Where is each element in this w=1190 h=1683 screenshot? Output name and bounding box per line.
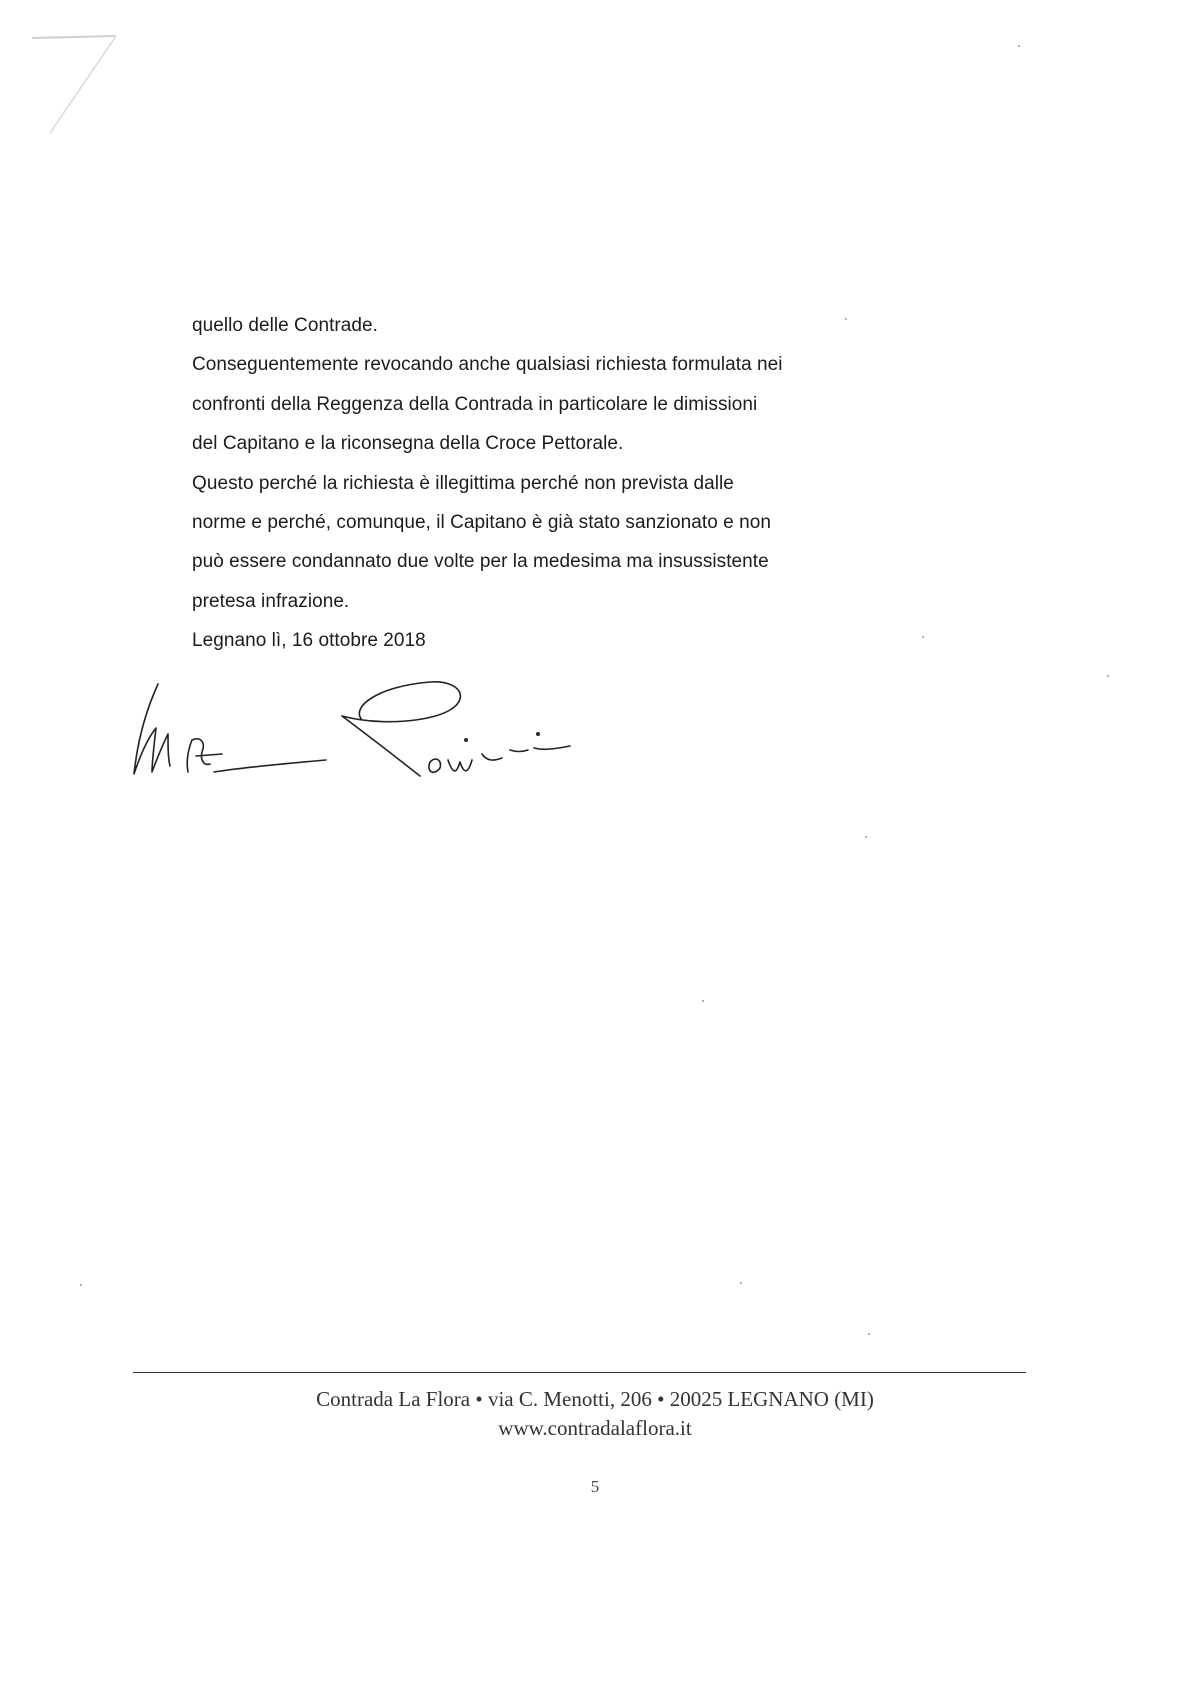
body-line: Questo perché la richiesta è illegittima perché non prevista dalle: [192, 472, 734, 494]
scan-speck: [1107, 675, 1109, 677]
body-line: quello delle Contrade.: [192, 315, 378, 336]
letter-body: [192, 306, 832, 661]
body-line: norme e perché, comunque, il Capitano è già stato sanzionato e non: [192, 512, 771, 534]
body-line: confronti della Reggenza della Contrada in particolare le dimissioni: [192, 393, 758, 415]
page-number: 5: [590, 1477, 600, 1496]
body-line: del Capitano e la riconsegna della Croce Pettorale.: [192, 433, 624, 455]
footer-address: Contrada La Flora • via C. Menotti, 206 • 20025 LEGNANO (MI): [316, 1387, 874, 1411]
body-line: può essere condannato due volte per la medesima ma insussistente: [192, 551, 769, 573]
scan-speck: [740, 1282, 742, 1284]
scan-speck: [868, 1333, 870, 1335]
date-line: Legnano lì, 16 ottobre 2018: [192, 630, 426, 652]
scan-speck: [865, 836, 867, 838]
letterhead-footer: [0, 1384, 1190, 1442]
scan-speck: [80, 1284, 82, 1286]
scan-speck: [1018, 45, 1020, 47]
body-line: Conseguentemente revocando anche qualsiasi richiesta formulata nei: [192, 354, 783, 376]
scan-speck: [922, 636, 924, 638]
handwritten-signature: [130, 676, 590, 786]
body-line: pretesa infrazione.: [192, 590, 350, 612]
scan-speck: [845, 318, 847, 320]
scan-corner-mark: [30, 28, 120, 138]
scan-speck: [702, 1000, 704, 1002]
footer-divider: [133, 1372, 1026, 1373]
footer-website: www.contradalaflora.it: [498, 1416, 692, 1440]
